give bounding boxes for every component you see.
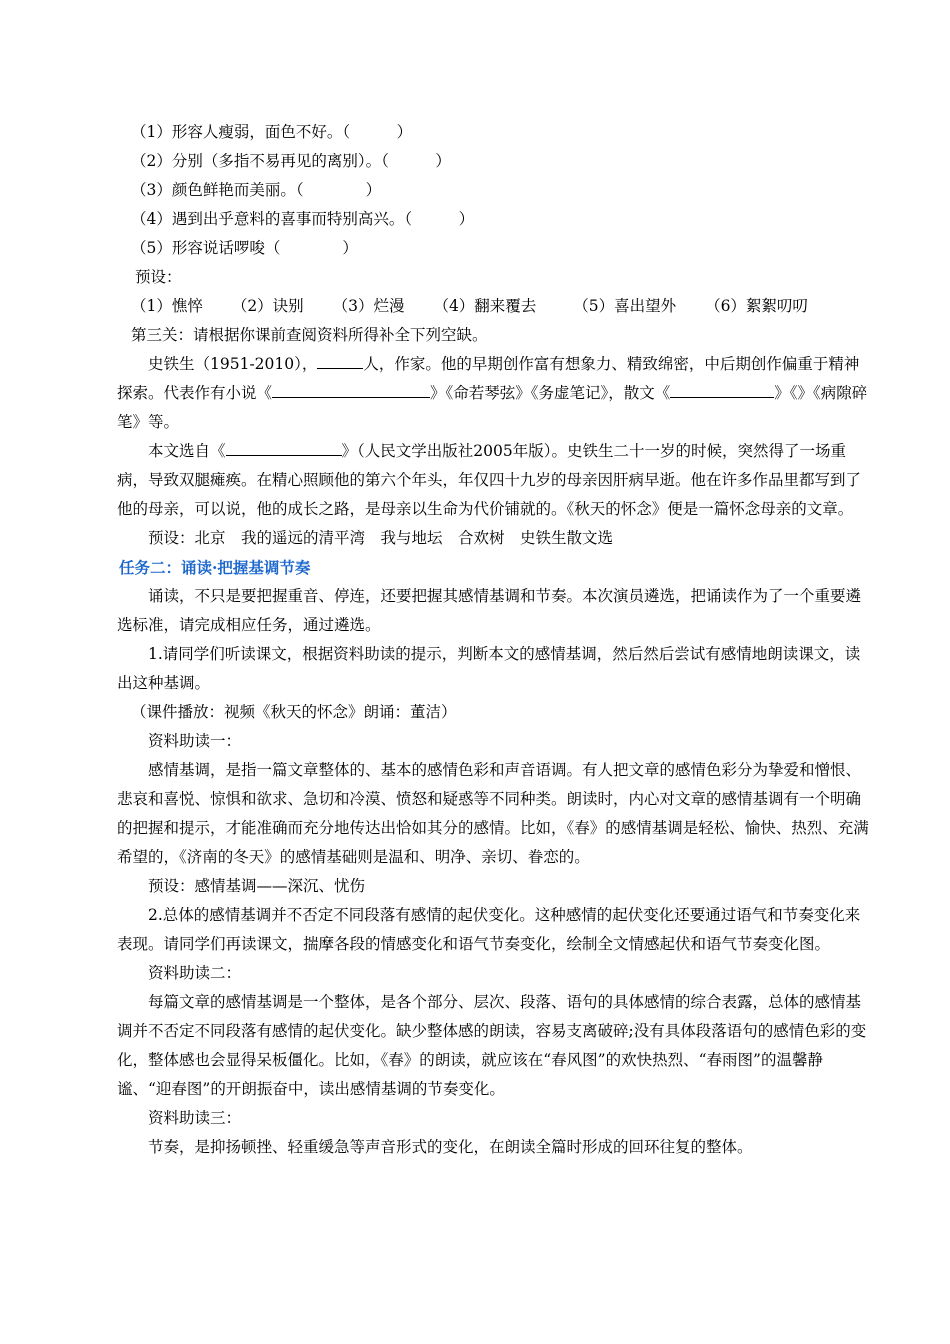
video-note: （课件播放：视频《秋天的怀念》朗诵：董洁） [131,703,457,721]
vocab-item-2: （2）分别（多指不易再见的离别）。（ ） [131,152,451,170]
preset-answer-6: （6）絮絮叨叨 [705,297,808,315]
preset-answer-5: （5）喜出望外 [573,297,677,315]
bio-text-5: 》《病隙碎笔》等。 [117,384,868,431]
preset-3: 预设：感情基调——深沉、忧伤 [148,877,366,895]
bio-text-1: 史铁生（1951-2010）， [148,355,318,373]
bio-text-4: 》《 [774,384,798,402]
task2-intro: 诵读，不只是要把握重音、停连，还要把握其感情基调和节奏。本次演员遴选，把诵读作为了一个重要遴选标准，请完成相应任务，通过遴选。 [117,587,862,634]
blank-hometown [317,353,363,369]
source-text-1: 本文选自《 [148,442,226,460]
ref2-text: 每篇文章的感情基调是一个整体，是各个部分、层次、段落、语句的具体感情的综合表露，总体的感情基调并不否定不同段落有感情的起伏变化。缺少整体感的朗读，容易支离破碎;没有具体段落语句的感情色彩的变化，整体感也会显得呆板僵化。比如，《春》的朗读，就应该在“春风图”的欢快热烈、“春雨图”的温馨静谧、“迎春图”的开朗振奋中，读出感情基调的节奏变化。 [117,993,867,1098]
source-text-2: 》（人民文学出版社2005年版）。史铁生二十一岁的时候，突然得了一场重病，导致双腿瘫痪。在精心照顾他的第六个年头，年仅四十九岁的母亲因肝病早逝。他在许多作品里都写到了他的母亲，可以说，他的成长之路，是母亲以生命为代价铺就的。《秋天的怀念》便是一篇怀念母亲的文章。 [117,442,862,518]
preset-answers [117,292,870,321]
vocab-item-1: （1）形容人瘦弱，面色不好。（ ） [131,123,413,141]
preset-answer-1: （1）憔悴 [131,297,203,315]
preset-label: 预设： [135,268,182,286]
ref1-label: 资料助读一： [148,732,242,750]
blank-novel [272,382,430,398]
ref3-text: 节奏，是抑扬顿挫、轻重缓急等声音形式的变化，在朗读全篇时形成的回环往复的整体。 [148,1138,753,1156]
blank-essay-1 [670,382,774,398]
bio-text-2: 人，作家。他的早期创作富有想象力、精致绵密，中后期创作偏重于精神探索。代表作有小说《 [117,355,860,402]
question-1: 1.请同学们听读课文，根据资料助读的提示，判断本文的感情基调，然后然后尝试有感情地朗读课文，读出这种基调。 [117,645,861,692]
level3-heading: 第三关：请根据你课前查阅资料所得补全下列空缺。 [131,326,488,344]
source-paragraph [117,437,870,524]
ref3-label: 资料助读三： [148,1109,242,1127]
bio-text-3: 》《命若琴弦》《务虚笔记》，散文《 [430,384,671,402]
blank-source-book [226,440,342,456]
preset-answers-2: 预设：北京 我的遥远的清平湾 我与地坛 合欢树 史铁生散文选 [148,529,614,547]
vocab-item-5: （5）形容说话啰唆（ ） [131,239,358,257]
question-2: 2.总体的感情基调并不否定不同段落有感情的起伏变化。这种感情的起伏变化还要通过语气和节奏变化来表现。请同学们再读课文，揣摩各段的情感变化和语气节奏变化，绘制全文情感起伏和语气节奏变化图。 [117,906,861,953]
ref1-text: 感情基调，是指一篇文章整体的、基本的感情色彩和声音语调。有人把文章的感情色彩分为挚爱和憎恨、悲哀和喜悦、惊惧和欲求、急切和冷漠、愤怒和疑惑等不同种类。朗读时，内心对文章的感情基调有一个明确的把握和提示，才能准确而充分地传达出恰如其分的感情。比如，《春》的感情基调是轻松、愉快、热烈、充满希望的，《济南的冬天》的感情基础则是温和、明净、亲切、眷恋的。 [117,761,869,866]
task2-heading: 任务二：诵读·把握基调节奏 [119,558,311,577]
preset-answer-3: （3）烂漫 [332,297,405,315]
author-bio [117,350,870,437]
preset-answer-2: （2）诀别 [231,297,304,315]
vocab-item-4: （4）遇到出乎意料的喜事而特别高兴。（ ） [131,210,475,228]
preset-answer-4: （4）翻来覆去 [433,297,537,315]
ref2-label: 资料助读二： [148,964,242,982]
vocab-item-3: （3）颜色鲜艳而美丽。（ ） [131,181,382,199]
